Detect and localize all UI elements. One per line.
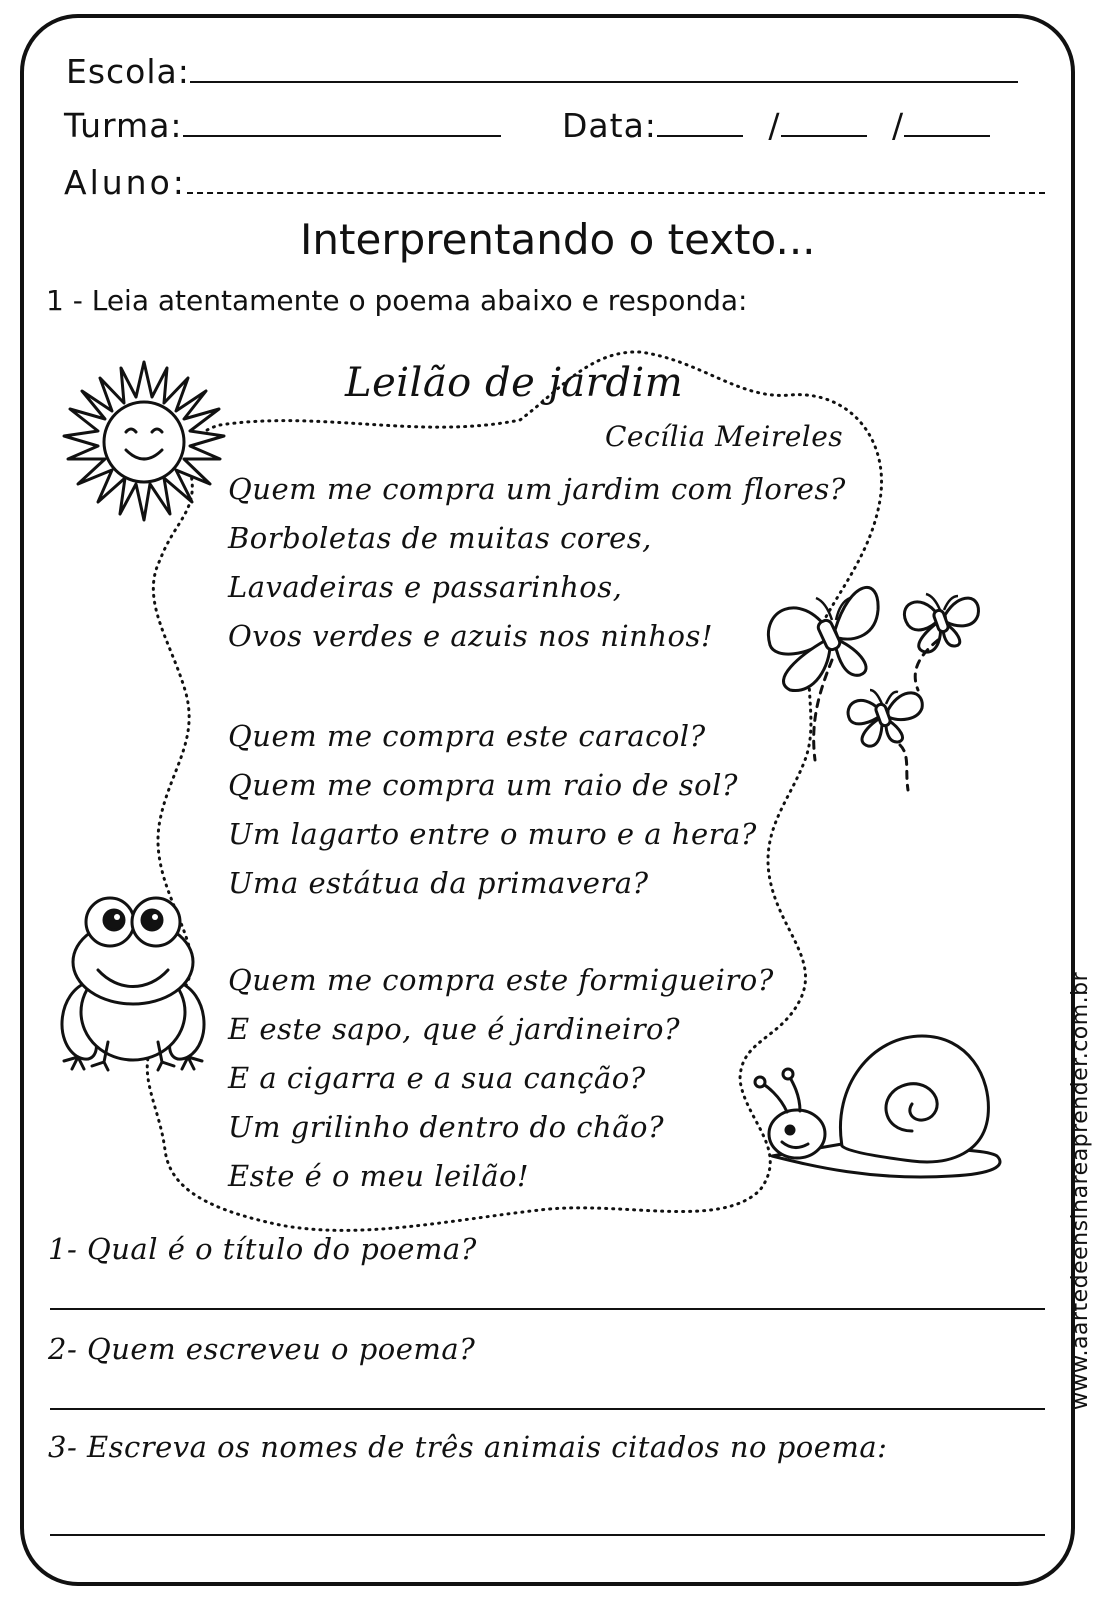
poem-verse: Borboletas de muitas cores, [228, 521, 652, 555]
data-label: Data: [562, 106, 657, 145]
poem-stanza-3 [228, 956, 774, 1201]
butterfly-icon [760, 570, 1000, 800]
question-1: 1- Qual é o título do poema? [48, 1232, 477, 1266]
poem-verse: Lavadeiras e passarinhos, [228, 570, 623, 604]
escola-label: Escola: [66, 52, 190, 91]
poem-verse: Um lagarto entre o muro e a hera? [228, 817, 757, 851]
question-2: 2- Quem escreveu o poema? [48, 1332, 476, 1366]
page-title: Interprentando o texto... [300, 215, 816, 264]
answer-line-3[interactable] [50, 1534, 1045, 1536]
frog-icon [48, 892, 218, 1072]
poem-verse: Ovos verdes e azuis nos ninhos! [228, 619, 713, 653]
poem-verse: Quem me compra um raio de sol? [228, 768, 738, 802]
poem-verse: Um grilinho dentro do chão? [228, 1110, 664, 1144]
poem-author: Cecília Meireles [605, 420, 844, 453]
date-slash: / [892, 106, 905, 145]
answer-line-2[interactable] [50, 1408, 1045, 1410]
poem-verse: Quem me compra um jardim com flores? [228, 472, 846, 506]
poem-verse: Quem me compra este formigueiro? [228, 963, 774, 997]
poem-title: Leilão de jardim [345, 360, 684, 406]
date-slash: / [768, 106, 781, 145]
snail-icon [752, 1026, 1012, 1196]
poem-stanza-1 [228, 465, 846, 661]
website-watermark: www.aartedeensinareaprender.com.br [1068, 971, 1093, 1410]
question-3: 3- Escreva os nomes de três animais citados no poema: [48, 1430, 888, 1464]
poem-stanza-2 [228, 712, 757, 908]
poem-verse: Este é o meu leilão! [228, 1159, 530, 1193]
poem-verse: E a cigarra e a sua canção? [228, 1061, 646, 1095]
poem-verse: Uma estátua da primavera? [228, 866, 649, 900]
answer-line-1[interactable] [50, 1308, 1045, 1310]
instruction-text: 1 - Leia atentamente o poema abaixo e responda: [46, 284, 748, 317]
turma-label: Turma: [64, 106, 183, 145]
poem-verse: E este sapo, que é jardineiro? [228, 1012, 681, 1046]
poem-verse: Quem me compra este caracol? [228, 719, 706, 753]
aluno-label: Aluno: [64, 163, 187, 202]
sun-icon [64, 362, 224, 522]
